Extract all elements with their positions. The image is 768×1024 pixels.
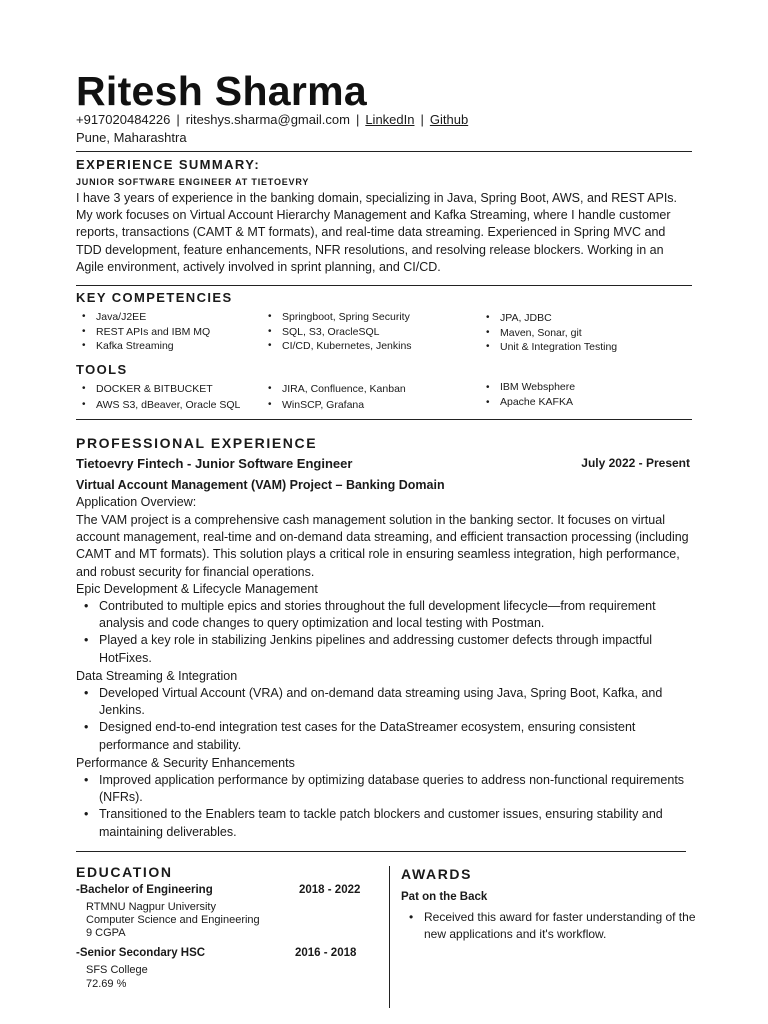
degree-years: 2018 - 2022 (299, 884, 361, 896)
list-item: • Unit & Integration Testing (480, 340, 617, 355)
list-item: • WinSCP, Grafana (262, 397, 406, 413)
project-title: Virtual Account Management (VAM) Project – Banking Domain (76, 478, 445, 492)
tools-column-3 (480, 380, 575, 410)
list-item: • Maven, Sonar, git (480, 326, 617, 341)
degree-detail: 72.69 % (86, 978, 127, 990)
divider (76, 851, 686, 852)
separator: | (176, 112, 180, 127)
tools-column-2 (262, 381, 406, 413)
column-divider (389, 866, 390, 1008)
separator: | (420, 112, 424, 127)
location: Pune, Maharashtra (76, 130, 187, 145)
degree-detail: SFS College (86, 964, 148, 976)
list-item: • IBM Websphere (480, 380, 575, 395)
degree-title: -Bachelor of Engineering (76, 884, 213, 896)
linkedin-link[interactable]: LinkedIn (365, 112, 415, 127)
list-item: • AWS S3, dBeaver, Oracle SQL (76, 397, 240, 413)
degree-detail: 9 CGPA (86, 927, 126, 939)
email-address: riteshys.sharma@gmail.com (185, 112, 350, 127)
experience-title: PROFESSIONAL EXPERIENCE (76, 435, 318, 451)
education-title: EDUCATION (76, 864, 173, 880)
job-dates: July 2022 - Present (581, 456, 690, 470)
tools-title: TOOLS (76, 362, 128, 377)
summary-title: EXPERIENCE SUMMARY: (76, 157, 261, 172)
degree-detail: Computer Science and Engineering (86, 914, 260, 926)
list-item: • Springboot, Spring Security (262, 310, 412, 325)
summary-subtitle: JUNIOR SOFTWARE ENGINEER AT TIETOEVRY (76, 177, 310, 187)
list-item: • Apache KAFKA (480, 395, 575, 410)
group-label: Epic Development & Lifecycle Management (76, 582, 318, 596)
divider (76, 419, 692, 420)
award-bullets (401, 909, 701, 943)
summary-text: I have 3 years of experience in the banking domain, specializing in Java, Spring Boot, AWS, and REST APIs. My work focuses on Virtual Account Hierarchy Management and Kafka Streaming, where I handle customer reports, transactions (CAMT & MT formats), and real-time data streaming. Experienced in Spring MVC and TDD development, feature enhancements, NFR resolutions, and resolving release blockers. Working in an Agile environment, actively involved in sprint planning, and CI/CD. (76, 191, 678, 274)
group-bullets (76, 772, 700, 841)
group-label: Data Streaming & Integration (76, 669, 238, 683)
degree-title: -Senior Secondary HSC (76, 947, 206, 959)
list-item: • Developed Virtual Account (VRA) and on-demand data streaming using Java, Spring Boot, Kafka, and Jenkins. (76, 685, 700, 719)
list-item: • Played a key role in stabilizing Jenkins pipelines and addressing customer defects through impactful HotFixes. (76, 632, 700, 666)
list-item: • Transitioned to the Enablers team to tackle patch blockers and customer issues, ensuring stability and maintaining deliverables. (76, 806, 700, 840)
overview-label: Application Overview: (76, 495, 197, 509)
github-link[interactable]: Github (429, 112, 469, 127)
tools-column-1 (76, 381, 240, 413)
list-item: • Received this award for faster understanding of the new applications and it's workflow. (401, 909, 701, 943)
competencies-title: KEY COMPETENCIES (76, 290, 233, 305)
contact-line (76, 111, 468, 128)
awards-title: AWARDS (401, 866, 473, 882)
list-item: • Contributed to multiple epics and stories throughout the full development lifecycle—from requirement analysis and code changes to query optimization and local testing with Postman. (76, 598, 700, 632)
list-item: • SQL, S3, OracleSQL (262, 325, 412, 340)
phone-number: +917020484226 (76, 112, 171, 127)
list-item: • JIRA, Confluence, Kanban (262, 381, 406, 397)
group-bullets (76, 598, 700, 667)
award-title: Pat on the Back (401, 891, 488, 903)
list-item: • JPA, JDBC (480, 311, 617, 326)
group-bullets (76, 685, 700, 754)
job-title: Tietoevry Fintech - Junior Software Engineer (76, 456, 353, 471)
list-item: • Designed end-to-end integration test cases for the DataStreamer ecosystem, ensuring consistent performance and stability. (76, 719, 700, 753)
candidate-name: Ritesh Sharma (76, 68, 367, 114)
separator: | (355, 112, 360, 127)
divider (76, 285, 692, 286)
competencies-column-3 (480, 311, 617, 355)
list-item: • CI/CD, Kubernetes, Jenkins (262, 339, 412, 354)
overview-text: The VAM project is a comprehensive cash management solution in the banking sector. It focuses on virtual account management, real-time and on-demand data streaming, and efficient transaction processing (including CAMT and MT formats). This solution plays a critical role in ensuring seamless integration, high performance, and robust security for financial operations. (76, 513, 689, 579)
list-item: • Improved application performance by optimizing database queries to address non-functional requirements (NFRs). (76, 772, 700, 806)
competencies-column-2 (262, 310, 412, 354)
divider (76, 151, 692, 152)
list-item: • Kafka Streaming (76, 339, 210, 354)
group-label: Performance & Security Enhancements (76, 756, 295, 770)
degree-years: 2016 - 2018 (295, 947, 357, 959)
list-item: • Java/J2EE (76, 310, 210, 325)
competencies-column-1 (76, 310, 210, 354)
list-item: • DOCKER & BITBUCKET (76, 381, 240, 397)
degree-detail: RTMNU Nagpur University (86, 901, 216, 913)
list-item: • REST APIs and IBM MQ (76, 325, 210, 340)
